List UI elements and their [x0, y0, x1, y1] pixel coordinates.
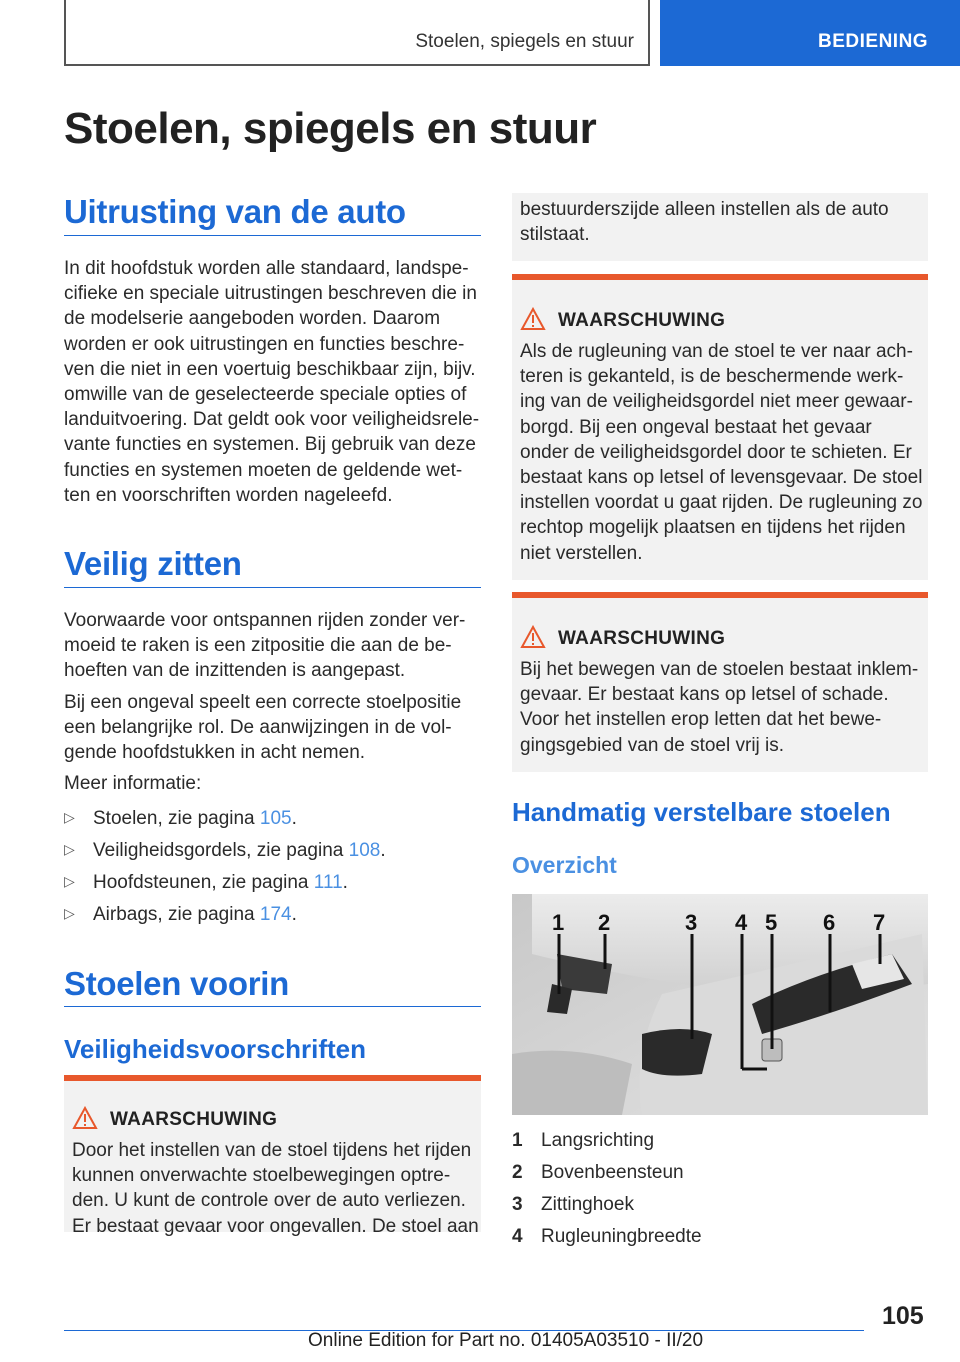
warning-box: WAARSCHUWING Bij het bewegen van de stoelen bestaat inklem- gevaar. Er bestaat kans op letsel of schade. Voor het instellen erop letten dat het bewe- gingsgebied van de stoel vrij is.	[512, 592, 928, 772]
heading-handmatig: Handmatig verstelbare stoelen	[512, 797, 891, 827]
heading-rule	[64, 1006, 481, 1007]
heading-overzicht: Overzicht	[512, 852, 617, 878]
page-link[interactable]: 174	[259, 904, 292, 925]
heading-veilig-zitten: Veilig zitten	[64, 545, 242, 582]
seat-controls-photo	[512, 894, 928, 1115]
warning-text: Door het instellen van de stoel tijdens het rijden kunnen onverwachte stoelbewegingen optre- den. U kunt de controle over de auto verliezen. Er bestaat gevaar voor ongevallen. De stoel aan	[72, 1140, 479, 1237]
header-chapter-tab	[660, 0, 960, 66]
warning-text: Als de rugleuning van de stoel te ver naar ach- teren is gekanteld, is de beschermende werk- ing van de veiligheidsgordel niet meer gewaar- borgd. Bij een ongeval bestaat het gevaar onder de veiligheidsgordel door te schieten. Er bestaat kans op letsel of levensgevaar. De stoel instellen voordat u gaat rijden. De rugleuning zo rechtop mogelijk plaatsen en tijdens het rijden niet verstellen.	[520, 341, 923, 564]
heading-rule	[64, 235, 481, 236]
warning-box-continued	[512, 193, 928, 261]
triangle-bullet-icon: ▷	[64, 873, 75, 889]
para-veilig-1: Voorwaarde voor ontspannen rijden zonder ver- moeid te raken is een zitpositie die aan de be- hoeften van de inzittenden is aangepast.	[64, 610, 466, 682]
heading-rule	[64, 587, 481, 588]
warning-triangle-icon	[520, 625, 546, 649]
page-link[interactable]: 108	[348, 840, 381, 861]
warning-text: Bij het bewegen van de stoelen bestaat inklem- gevaar. Er bestaat kans op letsel of schade. Voor het instellen erop letten dat het bewe- gingsgebied van de stoel vrij is.	[520, 659, 919, 756]
warning-text: bestuurderszijde alleen instellen als de auto stilstaat.	[520, 199, 889, 246]
meer-informatie: Meer informatie:	[64, 773, 202, 794]
triangle-bullet-icon: ▷	[64, 905, 75, 921]
para-uitrusting: In dit hoofdstuk worden alle standaard, landspe- cifieke en speciale uitrustingen beschreven die in de modelserie aangeboden worden. Daarom worden er ook uitrustingen en functies beschre- ven die niet in een voertuig beschikbaar zijn, bijv. omwille van de geselecteerde speciale opties of landuitvoering. Dat geldt ook voor veiligheidsrele- vante functies en systemen. Bij gebruik van deze functies en systemen moeten de geldende wet- ten en voorschriften worden nageleefd.	[64, 258, 480, 506]
page-number: 105	[882, 1302, 924, 1330]
photo-label-1: 1	[552, 910, 565, 935]
triangle-bullet-icon: ▷	[64, 809, 75, 825]
warning-box: WAARSCHUWING Door het instellen van de stoel tijdens het rijden kunnen onverwachte stoelbewegingen optre- den. U kunt de controle over de auto verliezen. Er bestaat gevaar voor ongevallen. De stoel aan	[64, 1075, 481, 1232]
footer-edition: Online Edition for Part no. 01405A03510 - II/20	[308, 1330, 704, 1351]
photo-label-2: 2	[598, 910, 611, 935]
page-title: Stoelen, spiegels en stuur	[64, 104, 597, 153]
photo-label-5: 5	[765, 910, 778, 935]
warning-triangle-icon	[520, 307, 546, 331]
heading-stoelen-voorin: Stoelen voorin	[64, 965, 289, 1002]
warning-triangle-icon	[72, 1106, 98, 1130]
header-section-label: Stoelen, spiegels en stuur	[415, 31, 634, 52]
page-link[interactable]: 111	[313, 872, 343, 893]
heading-uitrusting: Uitrusting van de auto	[64, 193, 406, 230]
photo-label-6: 6	[823, 910, 836, 935]
header-section-tab	[64, 0, 650, 66]
triangle-bullet-icon: ▷	[64, 841, 75, 857]
page-link[interactable]: 105	[259, 808, 292, 829]
photo-label-4: 4	[735, 910, 748, 935]
subheading-veiligheidsvoorschriften: Veiligheidsvoorschriften	[64, 1034, 366, 1064]
photo-label-7: 7	[873, 910, 886, 935]
para-veilig-2: Bij een ongeval speelt een correcte stoelpositie een belangrijke rol. De aanwijzingen in de vol- gende hoofdstukken in acht nemen.	[64, 692, 462, 764]
photo-label-3: 3	[685, 910, 698, 935]
header-chapter-label: BEDIENING	[818, 31, 929, 52]
warning-box: WAARSCHUWING Als de rugleuning van de stoel te ver naar ach- teren is gekanteld, is de beschermende werk- ing van de veiligheidsgordel niet meer gewaar- borgd. Bij een ongeval bestaat het gevaar onder de veiligheidsgordel door te schieten. Er bestaat kans op letsel of levensgevaar. De stoel instellen voordat u gaat rijden. De rugleuning zo rechtop mogelijk plaatsen en tijdens het rijden niet verstellen.	[512, 274, 928, 580]
